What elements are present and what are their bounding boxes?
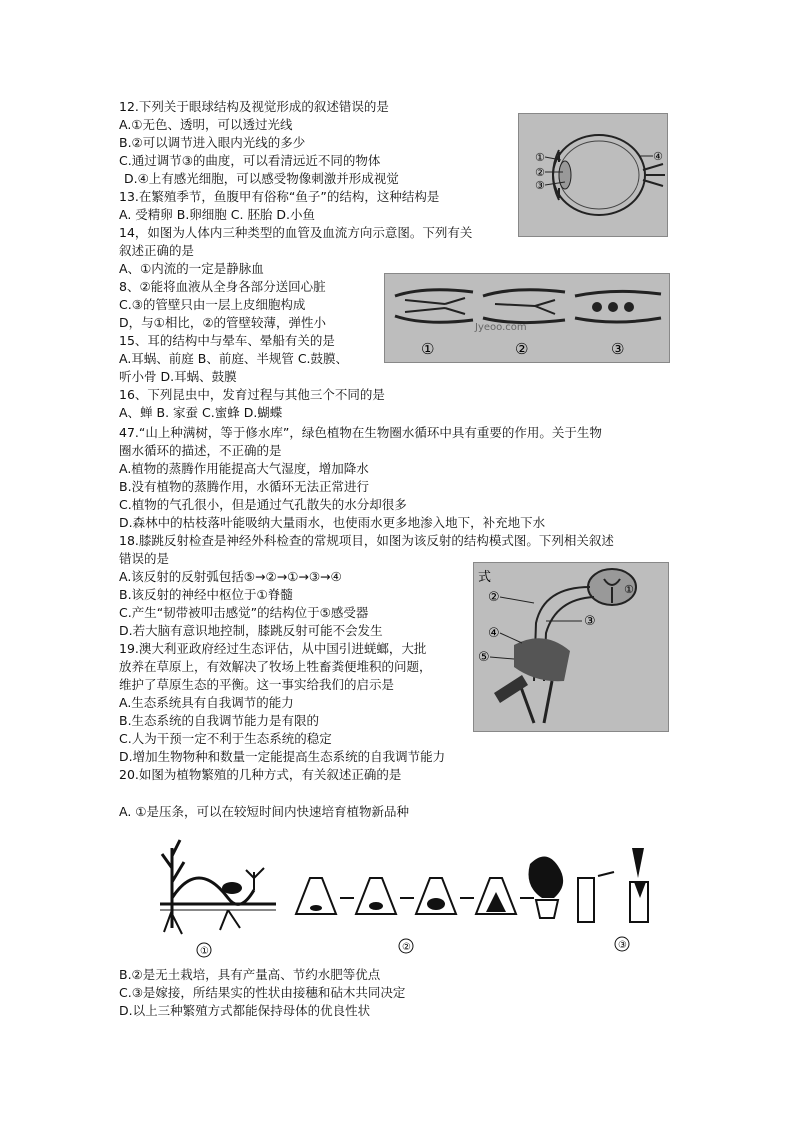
propagation-label-1: ①	[200, 946, 209, 957]
reflex-label-2: ②	[488, 590, 500, 605]
q20-stem: 20.如图为植物繁殖的几种方式，有关叙述正确的是	[119, 767, 402, 782]
eye-label-1: ①	[535, 151, 545, 164]
q14-option-a: A、①内流的一定是静脉血	[119, 261, 264, 276]
q12-option-c: C.通过调节③的曲度，可以看清远近不同的物体	[119, 153, 381, 168]
vessel-label-1: ①	[421, 340, 435, 358]
q14-stem-line2: 叙述正确的是	[119, 243, 195, 258]
q47-option-d: D.森林中的枯枝落叶能吸纳大量雨水，也使雨水更多地渗入地下，补充地下水	[119, 515, 546, 530]
reflex-label-3: ③	[584, 614, 596, 629]
eye-label-2: ②	[535, 166, 545, 179]
figure-watermark: Jyeoo.com	[475, 322, 527, 333]
vessel-label-2: ②	[515, 340, 529, 358]
q19-option-d: D.增加生物物种和数量一定能提高生态系统的自我调节能力	[119, 749, 446, 764]
q12-option-a: A.①无色、透明，可以透过光线	[119, 117, 293, 132]
vessel-label-3: ③	[611, 340, 625, 358]
propagation-label-3: ③	[618, 940, 627, 951]
q47-option-c: C.植物的气孔很小，但是通过气孔散失的水分却很多	[119, 497, 407, 512]
figure-header-text: 式	[478, 570, 492, 585]
q14-option-b: 8、②能将血液从全身各部分送回心脏	[119, 279, 326, 294]
q18-option-a: A.该反射的反射弧包括⑤→②→①→③→④	[119, 569, 342, 584]
q16-stem: 16、下列昆虫中，发育过程与其他三个不同的是	[119, 387, 385, 402]
q12-stem: 12.下列关于眼球结构及视觉形成的叙述错误的是	[119, 99, 389, 114]
q18-option-d: D.若大脑有意识地控制，膝跳反射可能不会发生	[119, 623, 383, 638]
q19-stem-line3: 维护了草原生态的平衡。这一事实给我们的启示是	[119, 677, 395, 692]
q18-stem-line2: 错误的是	[119, 551, 170, 566]
q18-option-b: B.该反射的神经中枢位于①脊髓	[119, 587, 293, 602]
q19-option-b: B.生态系统的自我调节能力是有限的	[119, 713, 320, 728]
q20-option-a: A. ①是压条，可以在较短时间内快速培育植物新品种	[119, 804, 409, 819]
q18-option-c: C.产生“韧带被叩击感觉”的结构位于⑤感受器	[119, 605, 369, 620]
q47-option-a: A.植物的蒸腾作用能提高大气湿度，增加降水	[119, 461, 369, 476]
q14-option-d: D，与①相比，②的管壁较薄，弹性小	[119, 315, 327, 330]
eye-structure-figure	[518, 113, 668, 237]
q15-options-line2: 听小骨 D.耳蜗、鼓膜	[119, 369, 237, 384]
q19-stem-line2: 放养在草原上，有效解决了牧场上牲畜粪便堆积的问题，	[119, 659, 432, 674]
q20-option-b: B.②是无土栽培，具有产量高、节约水肥等优点	[119, 967, 381, 982]
eye-label-4: ④	[653, 150, 663, 163]
q13-stem: 13.在繁殖季节，鱼腹甲有俗称“鱼子”的结构，这种结构是	[119, 189, 440, 204]
q15-options-line1: A.耳蜗、前庭 B、前庭、半规管 C.鼓膜、	[119, 351, 349, 366]
q19-option-a: A.生态系统具有自我调节的能力	[119, 695, 294, 710]
reflex-label-5: ⑤	[478, 650, 490, 665]
q19-option-c: C.人为干预一定不利于生态系统的稳定	[119, 731, 332, 746]
reflex-label-1: ①	[624, 583, 634, 596]
q16-options: A、蝉 B. 家蚕 C.蜜蜂 D.蝴蝶	[119, 405, 283, 420]
q47-option-b: B.没有植物的蒸腾作用，水循环无法正常进行	[119, 479, 370, 494]
propagation-label-2: ②	[402, 942, 411, 953]
q14-option-c: C.③的管壁只由一层上皮细胞构成	[119, 297, 306, 312]
knee-reflex-figure	[473, 562, 669, 732]
q47-stem-line1: 47.“山上种满树，等于修水库”，绿色植物在生物圈水循环中具有重要的作用。关于生物	[119, 425, 602, 440]
q12-option-d: D.④上有感光细胞，可以感受物像刺激并形成视觉	[124, 171, 399, 186]
q12-option-b: B.②可以调节进入眼内光线的多少	[119, 135, 306, 150]
blood-vessels-figure	[384, 273, 670, 363]
q47-stem-line2: 圈水循环的描述，不正确的是	[119, 443, 282, 458]
q15-stem: 15、耳的结构中与晕车、晕船有关的是	[119, 333, 335, 348]
q14-stem-line1: 14，如图为人体内三种类型的血管及血流方向示意图。下列有关	[119, 225, 473, 240]
reflex-label-4: ④	[488, 626, 500, 641]
q19-stem-line1: 19.澳大利亚政府经过生态评估，从中国引进蜣螂，大批	[119, 641, 427, 656]
q20-option-c: C.③是嫁接，所结果实的性状由接穗和砧木共同决定	[119, 985, 406, 1000]
q18-stem-line1: 18.膝跳反射检查是神经外科检查的常规项目，如图为该反射的结构模式图。下列相关叙述	[119, 533, 614, 548]
eye-label-3: ③	[535, 179, 545, 192]
plant-propagation-figure	[158, 828, 668, 963]
q13-options: A. 受精卵 B.卵细胞 C. 胚胎 D.小鱼	[119, 207, 316, 222]
q20-option-d: D.以上三种繁殖方式都能保持母体的优良性状	[119, 1003, 371, 1018]
